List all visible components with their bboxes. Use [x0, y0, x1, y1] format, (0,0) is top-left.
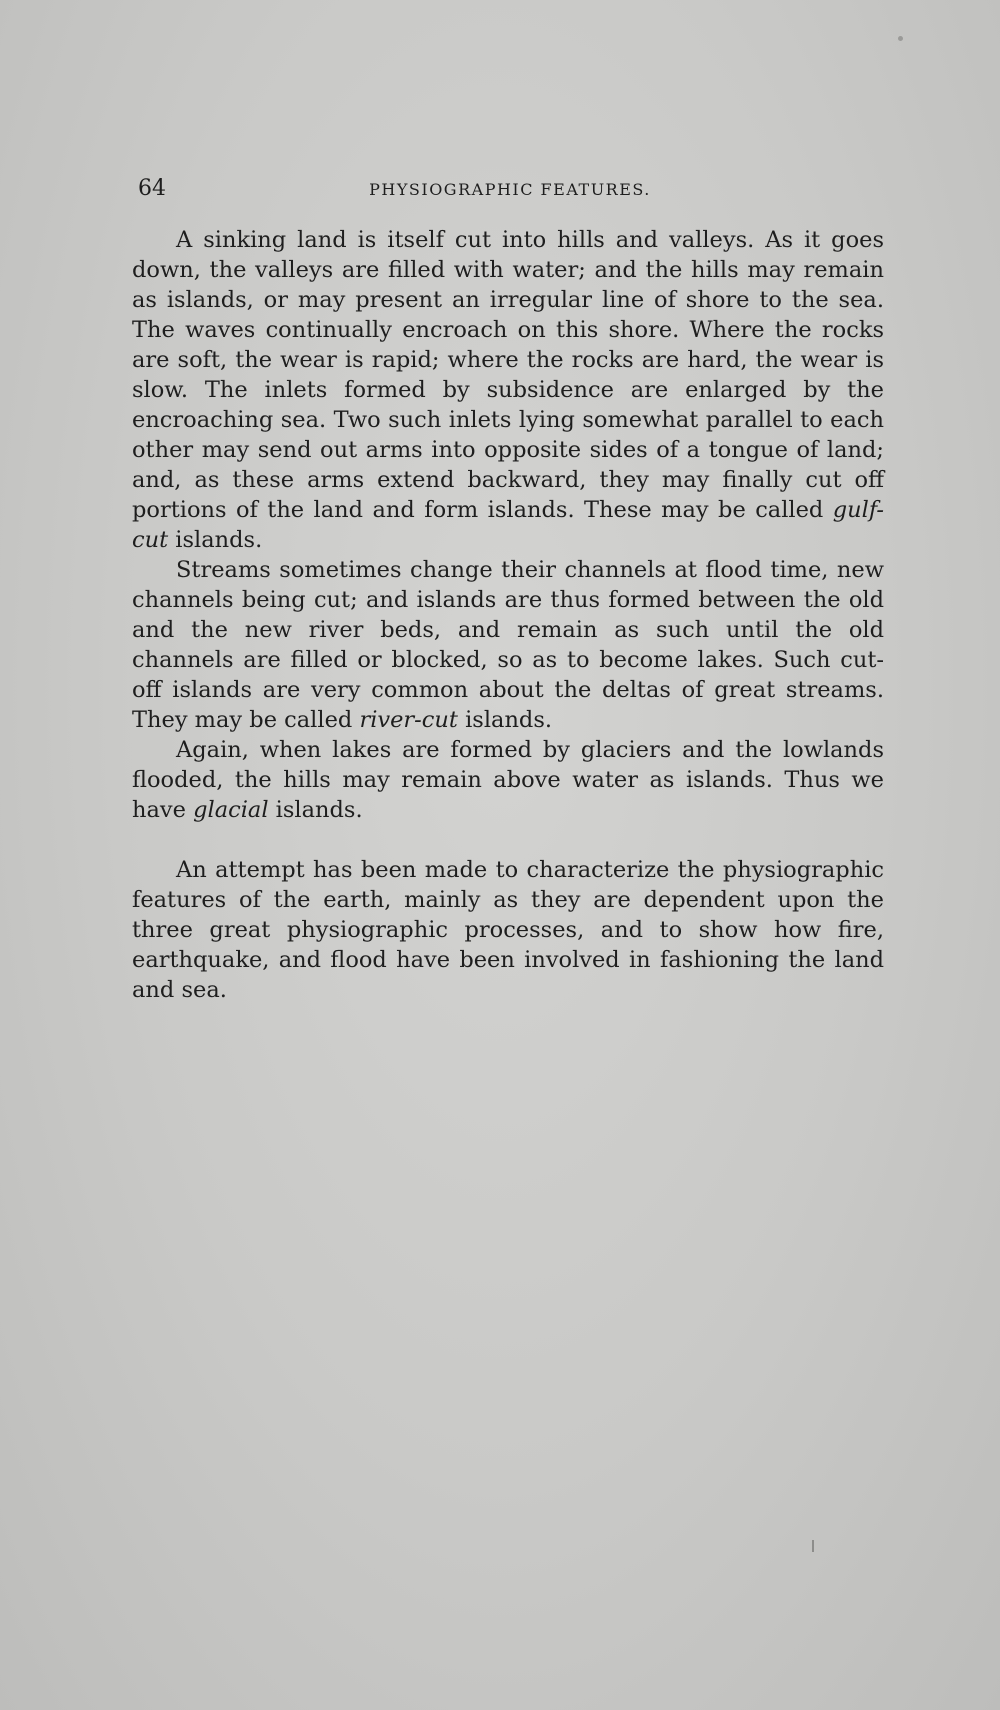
paragraph-text: islands.	[268, 797, 363, 823]
term-river-cut: river-cut	[359, 707, 458, 733]
paragraph-text: islands.	[168, 527, 263, 553]
paragraph-streams	[132, 555, 884, 735]
running-title: PHYSIOGRAPHIC FEATURES.	[369, 180, 651, 199]
paper-speck	[898, 36, 903, 41]
paragraph-glacial	[132, 735, 884, 825]
paragraph-summary: An attempt has been made to characterize the physiographic features of the earth, mainly as they are dependent upon the three great physiographic processes, and to show how fire, earthquake, and flood have been involved in fashioning the land and sea.	[132, 857, 884, 1003]
paper-mark	[812, 1540, 814, 1552]
paragraph-sinking-land	[132, 225, 884, 555]
paragraph-text: Again, when lakes are formed by glaciers and the lowlands flooded, the hills may remain above water as islands. Thus we have	[132, 737, 884, 823]
term-glacial: glacial	[193, 797, 269, 823]
body-text	[132, 225, 884, 1005]
paragraph-text: A sinking land is itself cut into hills and valleys. As it goes down, the valleys are filled with water; and the hills may remain as islands, or may present an irregular line of shore to the sea. The waves continually encroach on this shore. Where the rocks are soft, the wear is rapid; where the rocks are hard, the wear is slow. The inlets formed by subsidence are enlarged by the encroaching sea. Two such inlets lying somewhat parallel to each other may send out arms into opposite sides of a tongue of land; and, as these arms extend backward, they may finally cut off portions of the land and form islands. These may be called	[132, 227, 884, 523]
section-gap	[132, 825, 884, 855]
page-number: 64	[138, 176, 166, 201]
paragraph-text: Streams sometimes change their channels at flood time, new channels being cut; and islands are thus formed between the old and the new river beds, and remain as such until the old channels are filled or blocked, so as to become lakes. Such cut-off islands are very common about the deltas of great streams. They may be called	[132, 557, 884, 733]
paragraph-text: islands.	[457, 707, 553, 733]
term-gulf-cut: gulf-cut	[132, 497, 884, 553]
page-header	[138, 176, 882, 206]
